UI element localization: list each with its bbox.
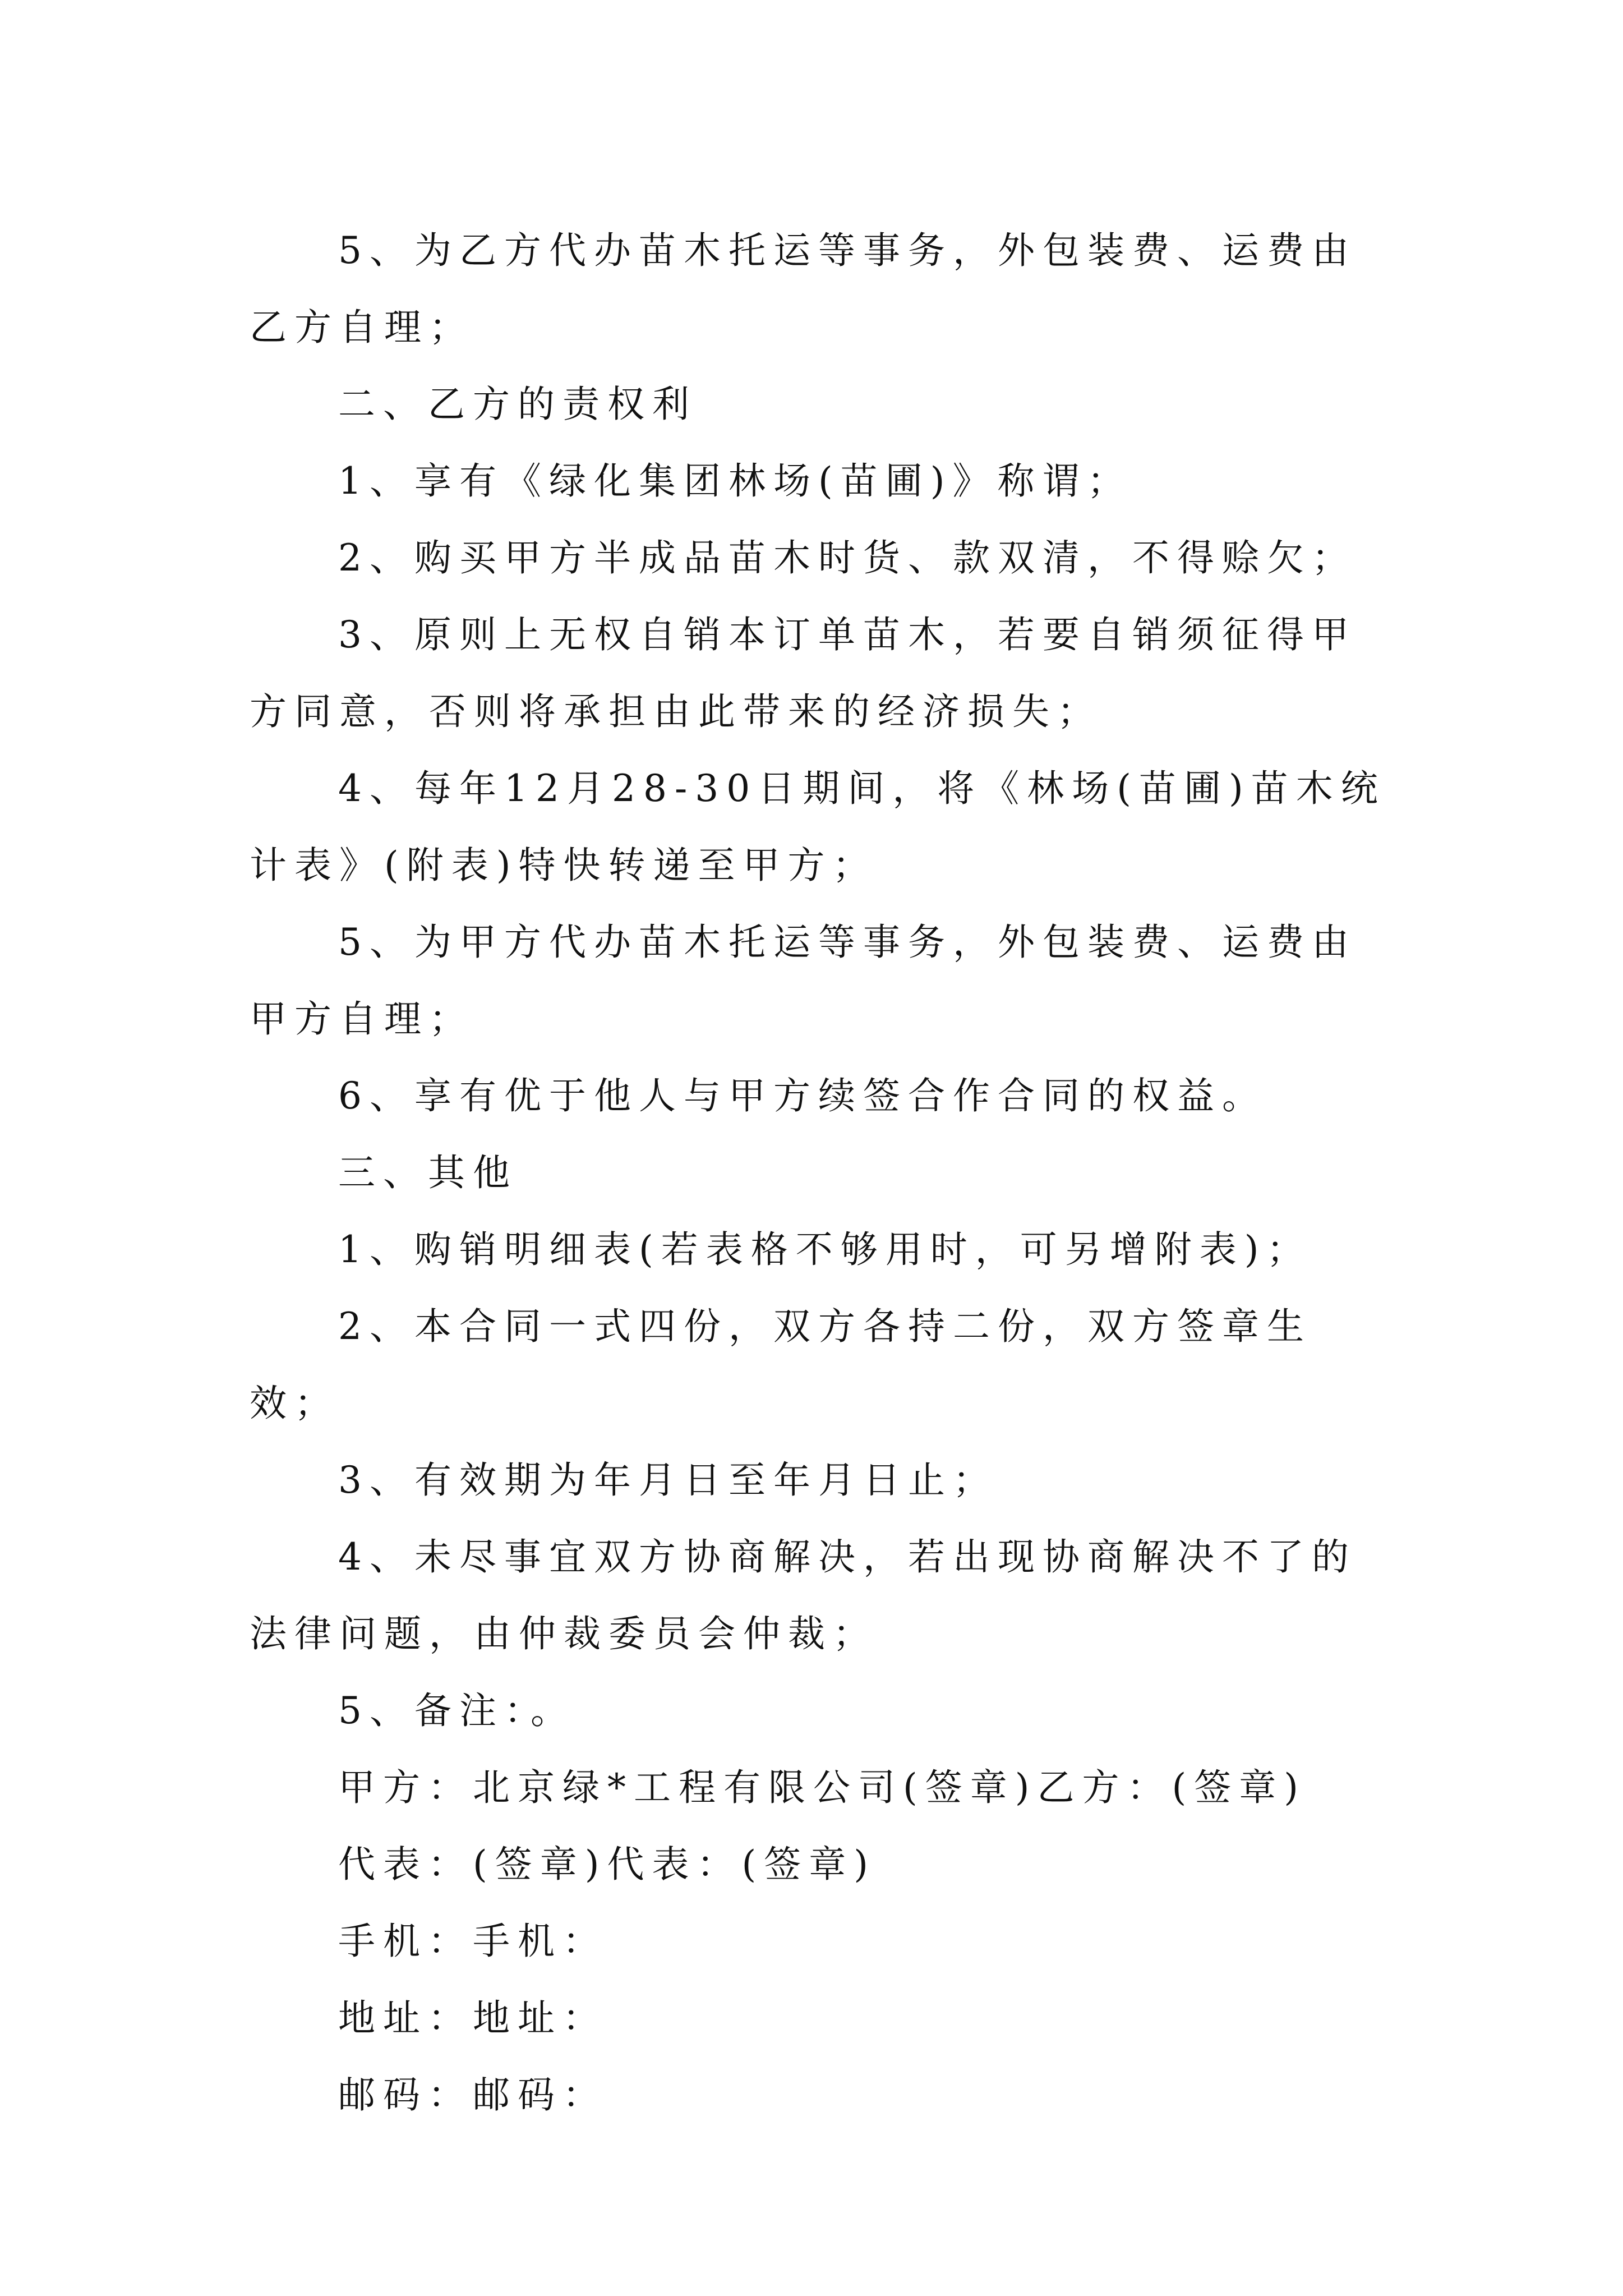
representative-line: 代表：(签章)代表：(签章): [338, 1843, 876, 1886]
paragraph-13: 4、未尽事宜双方协商解决，若出现协商解决不了的法律问题，由仲裁委员会仲裁；: [250, 1535, 1357, 1655]
section-heading-party-b-rights: 二、乙方的责权利: [338, 383, 697, 426]
paragraph-12: 3、有效期为年月日至年月日止；: [338, 1458, 998, 1502]
paragraph-5: 3、原则上无权自销本订单苗木，若要自销须征得甲方同意，否则将承担由此带来的经济损失；: [250, 613, 1357, 733]
section-heading-other: 三、其他: [338, 1151, 518, 1194]
postcode-line: 邮码：邮码：: [338, 2073, 607, 2116]
phone-line: 手机：手机：: [338, 1920, 607, 1963]
paragraph-6: 4、每年12月28-30日期间，将《林场(苗圃)苗木统计表》(附表)特快转递至甲方；: [250, 767, 1386, 887]
paragraph-7: 5、为甲方代办苗木托运等事务，外包装费、运费由甲方自理；: [250, 921, 1357, 1041]
address-line: 地址：地址：: [338, 1996, 607, 2040]
paragraph-11: 2、本合同一式四份，双方各持二份，双方签章生效；: [250, 1305, 1312, 1425]
signature-line-party-a-b: 甲方：北京绿*工程有限公司(签章)乙方：(签章): [338, 1766, 1306, 1809]
paragraph-14: 5、备注：。: [338, 1689, 575, 1732]
paragraph-8: 6、享有优于他人与甲方续签合作合同的权益。: [338, 1074, 1267, 1117]
paragraph-3: 1、享有《绿化集团林场(苗圃)》称谓；: [338, 459, 1132, 503]
paragraph-1: 5、为乙方代办苗木托运等事务，外包装费、运费由乙方自理；: [250, 229, 1357, 349]
paragraph-4: 2、购买甲方半成品苗木时货、款双清，不得赊欠；: [338, 536, 1357, 579]
paragraph-10: 1、购销明细表(若表格不够用时，可另增附表)；: [338, 1228, 1312, 1271]
contract-body: [250, 212, 1388, 2133]
